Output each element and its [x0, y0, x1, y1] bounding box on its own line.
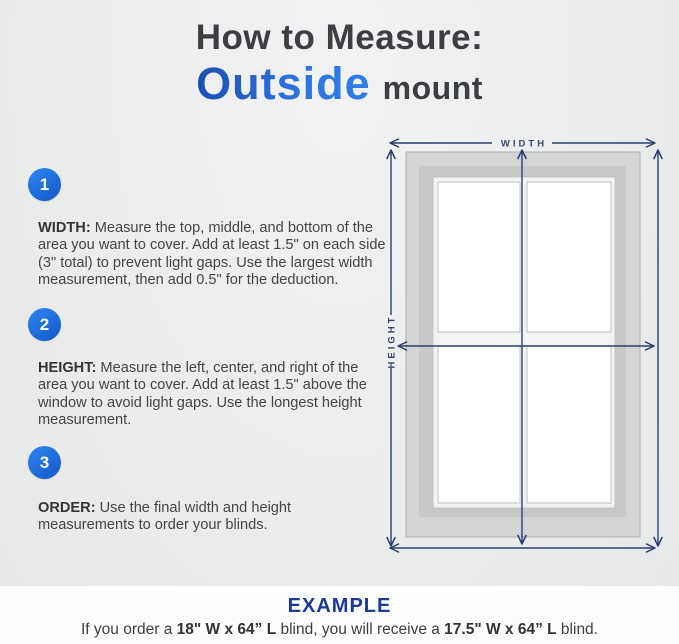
- example-footer: [0, 586, 679, 644]
- step-1-number-badge: [28, 168, 61, 201]
- step-2-body: Measure the left, center, and right of the area you want to cover. Add at least 1.5" above the window to avoid light gaps. Use the longest height measurement.: [38, 359, 367, 429]
- step-3-instruction: [38, 500, 390, 535]
- example-heading: EXAMPLE: [287, 595, 392, 617]
- window-pane-bottom-left: [438, 346, 520, 503]
- window-illustration: [406, 152, 640, 537]
- title-line1: How to Measure:: [195, 18, 484, 57]
- step-2-label: HEIGHT:: [38, 359, 97, 376]
- title-suffix-mount: mount: [382, 69, 483, 106]
- step-3-label: ORDER:: [38, 499, 96, 516]
- step-3-number-badge: [28, 446, 61, 479]
- step-3-number: 3: [39, 452, 50, 472]
- title-line2: [0, 57, 679, 109]
- step-2-instruction: [38, 360, 390, 430]
- window-pane-top-right: [527, 182, 611, 332]
- example-part-3: blind, you will receive a: [276, 621, 445, 638]
- example-part-5: blind.: [556, 621, 598, 638]
- window-pane-top-left: [438, 182, 520, 332]
- example-ordered-size: 18" W x 64” L: [176, 621, 277, 638]
- example-received-size: 17.5" W x 64” L: [444, 621, 557, 638]
- step-2-number-badge: [28, 308, 61, 341]
- title-accent-outside: Outside: [196, 57, 371, 109]
- window-pane-bottom-right: [527, 346, 611, 503]
- step-1-body: Measure the top, middle, and bottom of the area you want to cover. Add at least 1.5" on each side (3" total) to prevent light gaps. Use the largest width measurement, then add 0.5" for the deduction.: [38, 219, 386, 289]
- step-1-label: WIDTH:: [38, 219, 91, 236]
- step-2-number: 2: [39, 314, 50, 334]
- step-3-body: Use the final width and height measurements to order your blinds.: [38, 499, 292, 534]
- window-measurement-diagram: [378, 130, 670, 585]
- height-dimension-label: HEIGHT: [386, 314, 398, 369]
- step-1-number: 1: [39, 174, 50, 194]
- step-1-instruction: [38, 220, 390, 290]
- example-part-1: If you order a: [81, 621, 177, 638]
- example-sentence: [0, 621, 679, 639]
- width-dimension-label: WIDTH: [500, 138, 548, 150]
- page-title: [0, 20, 679, 107]
